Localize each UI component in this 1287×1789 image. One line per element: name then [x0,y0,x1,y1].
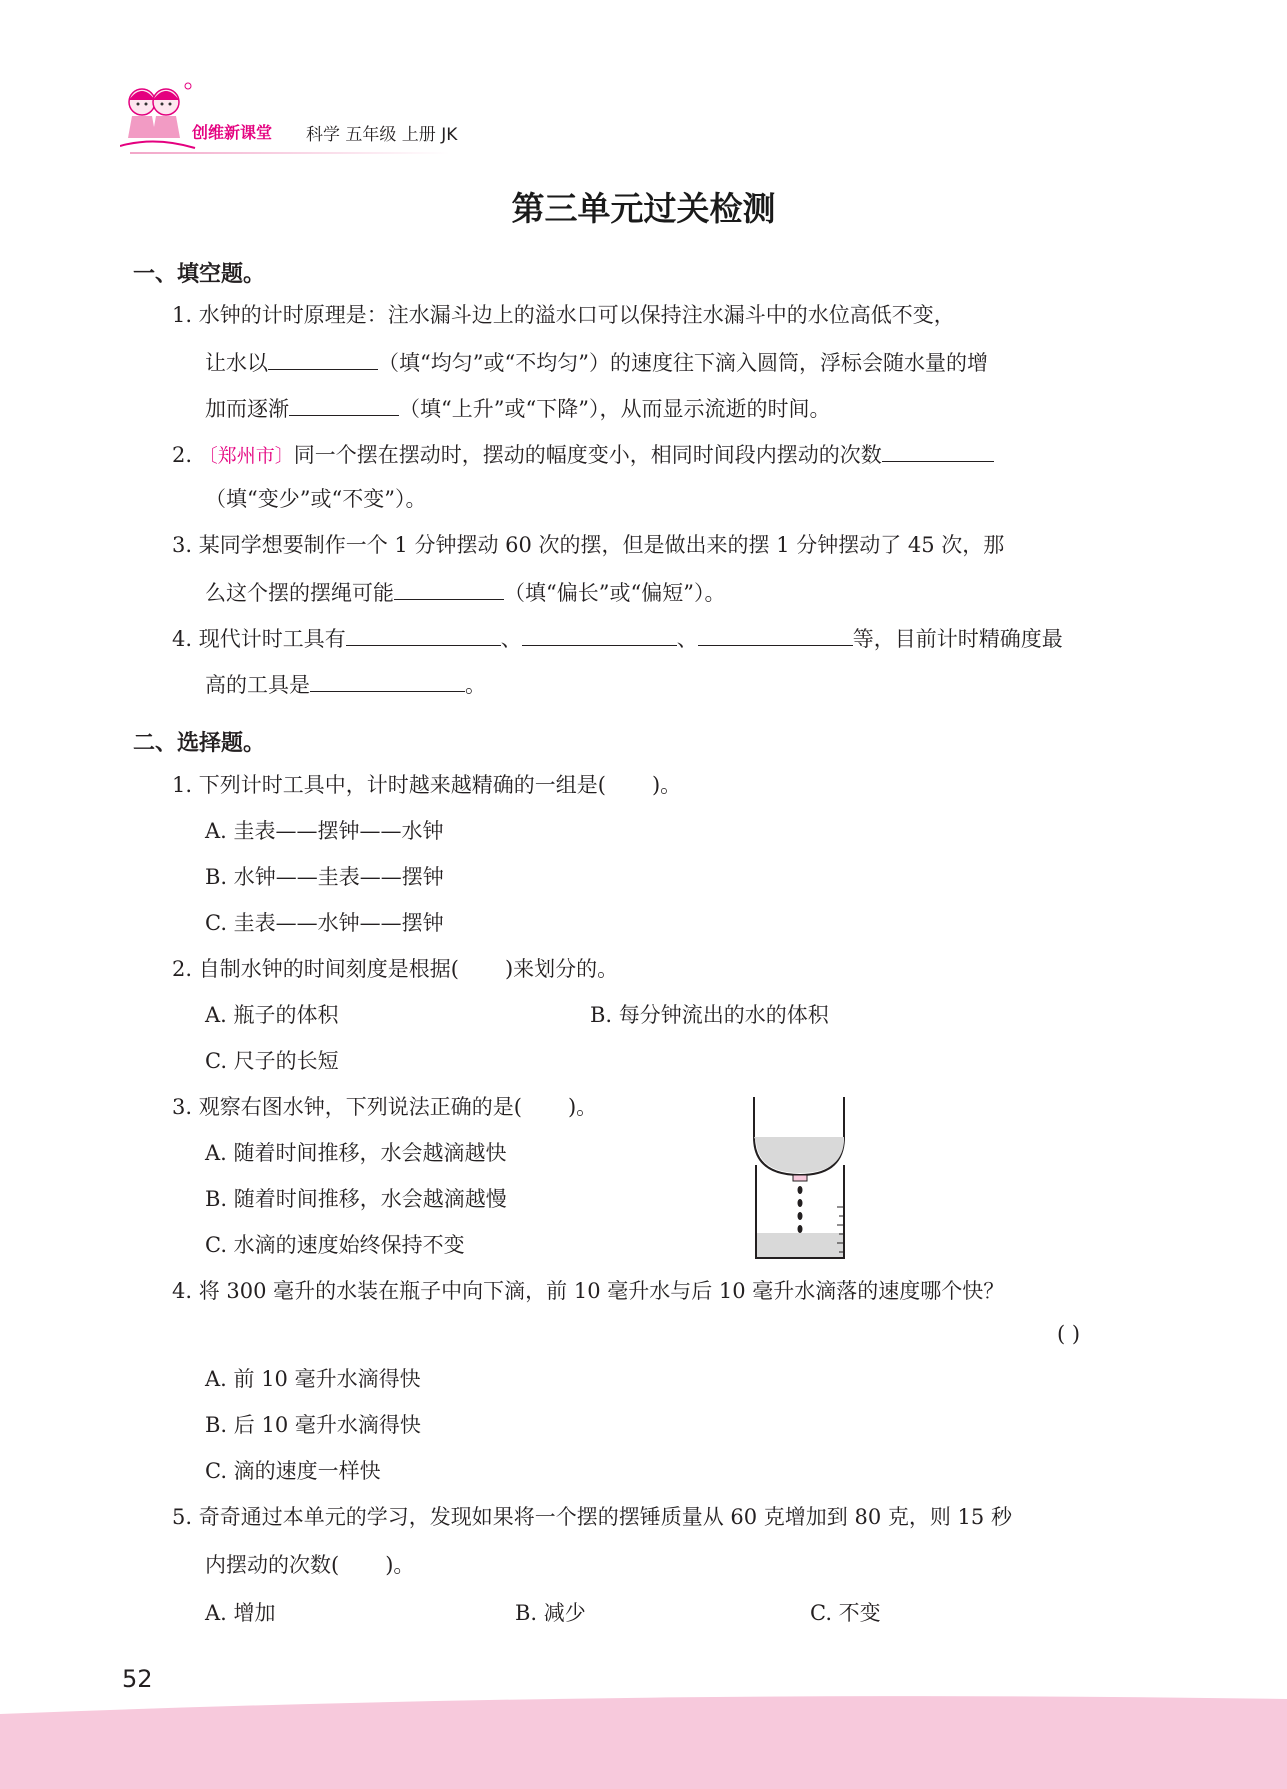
choice-q5-line1: 5. 奇奇通过本单元的学习，发现如果将一个摆的摆锤质量从 60 克增加到 80 克，则 15 秒 [172,1505,1012,1529]
book-subject: 科学 五年级 上册 JK [306,125,458,145]
answer-blank[interactable] [289,395,399,416]
header-divider [130,152,450,154]
section-choice-heading: 二、选择题。 [133,731,266,756]
footer-band [0,1679,1287,1789]
fill-q2-line1: 2. 〔郑州市〕同一个摆在摆动时，摆动的幅度变小，相同时间段内摆动的次数 [172,441,994,468]
page-number: 52 [122,1665,153,1693]
choice-q2-option-c: C. 尺子的长短 [205,1049,339,1073]
answer-blank[interactable] [268,349,378,370]
answer-blank[interactable] [698,625,853,646]
choice-q2-option-a: A. 瓶子的体积 [205,1003,339,1027]
brand-name: 创维新课堂 [192,123,273,142]
choice-q1-option-c: C. 圭表——水钟——摆钟 [205,911,444,935]
choice-q2-option-b: B. 每分钟流出的水的体积 [590,1003,829,1027]
fill-q3-line2: 么这个摆的摆绳可能 （填“偏长”或“偏短”）。 [205,581,726,605]
choice-q5-option-a: A. 增加 [205,1601,276,1625]
choice-q4-option-a: A. 前 10 毫升水滴得快 [205,1367,421,1391]
answer-blank[interactable] [394,579,504,600]
water-clock-figure [745,1095,855,1260]
choice-q5-option-c: C. 不变 [810,1601,881,1625]
answer-blank[interactable] [522,625,677,646]
fill-q3-line1: 3. 某同学想要制作一个 1 分钟摆动 60 次的摆，但是做出来的摆 1 分钟摆动了 45 次，那 [172,533,1005,557]
choice-q1-stem: 1. 下列计时工具中，计时越来越精确的一组是( )。 [172,773,682,797]
choice-q5-option-b: B. 减少 [515,1601,586,1625]
water-clock-icon [754,1097,844,1258]
choice-q3-option-a: A. 随着时间推移，水会越滴越快 [205,1141,507,1165]
choice-q3-option-c: C. 水滴的速度始终保持不变 [205,1233,465,1257]
fill-q2-line2: （填“变少”或“不变”）。 [205,487,427,511]
choice-q4-option-b: B. 后 10 毫升水滴得快 [205,1413,421,1437]
choice-q1-option-a: A. 圭表——摆钟——水钟 [205,819,444,843]
answer-blank[interactable] [310,671,465,692]
section-fill-blank-heading: 一、填空题。 [133,262,266,287]
answer-blank[interactable] [882,441,994,462]
page-title: 第三单元过关检测 [511,189,776,228]
choice-q1-option-b: B. 水钟——圭表——摆钟 [205,865,444,889]
fill-q1-line2: 让水以 （填“均匀”或“不均匀”）的速度往下滴入圆筒，浮标会随水量的增 [205,351,988,375]
choice-q4-stem: 4. 将 300 毫升的水装在瓶子中向下滴，前 10 毫升水与后 10 毫升水滴落的速度哪个快？ [172,1279,1005,1303]
fill-q4-line1: 4. 现代计时工具有 、 、 等，目前计时精确度最 [172,627,1063,651]
fill-q4-line2: 高的工具是 。 [205,673,486,697]
answer-paren[interactable]: ( ) [1057,1322,1081,1346]
answer-blank[interactable] [346,625,501,646]
fill-q1-line3: 加而逐渐 （填“上升”或“下降”），从而显示流逝的时间。 [205,397,831,421]
fill-q1-line1: 1. 水钟的计时原理是：注水漏斗边上的溢水口可以保持注水漏斗中的水位高低不变， [172,303,955,327]
source-tag: 〔郑州市〕 [198,445,294,467]
choice-q3-option-b: B. 随着时间推移，水会越滴越慢 [205,1187,507,1211]
choice-q2-stem: 2. 自制水钟的时间刻度是根据( )来划分的。 [172,957,619,981]
choice-q4-option-c: C. 滴的速度一样快 [205,1459,381,1483]
choice-q5-line2: 内摆动的次数( )。 [205,1553,415,1577]
kids-logo-icon [120,80,200,155]
choice-q3-stem: 3. 观察右图水钟，下列说法正确的是( )。 [172,1095,598,1119]
page-header [120,80,458,160]
